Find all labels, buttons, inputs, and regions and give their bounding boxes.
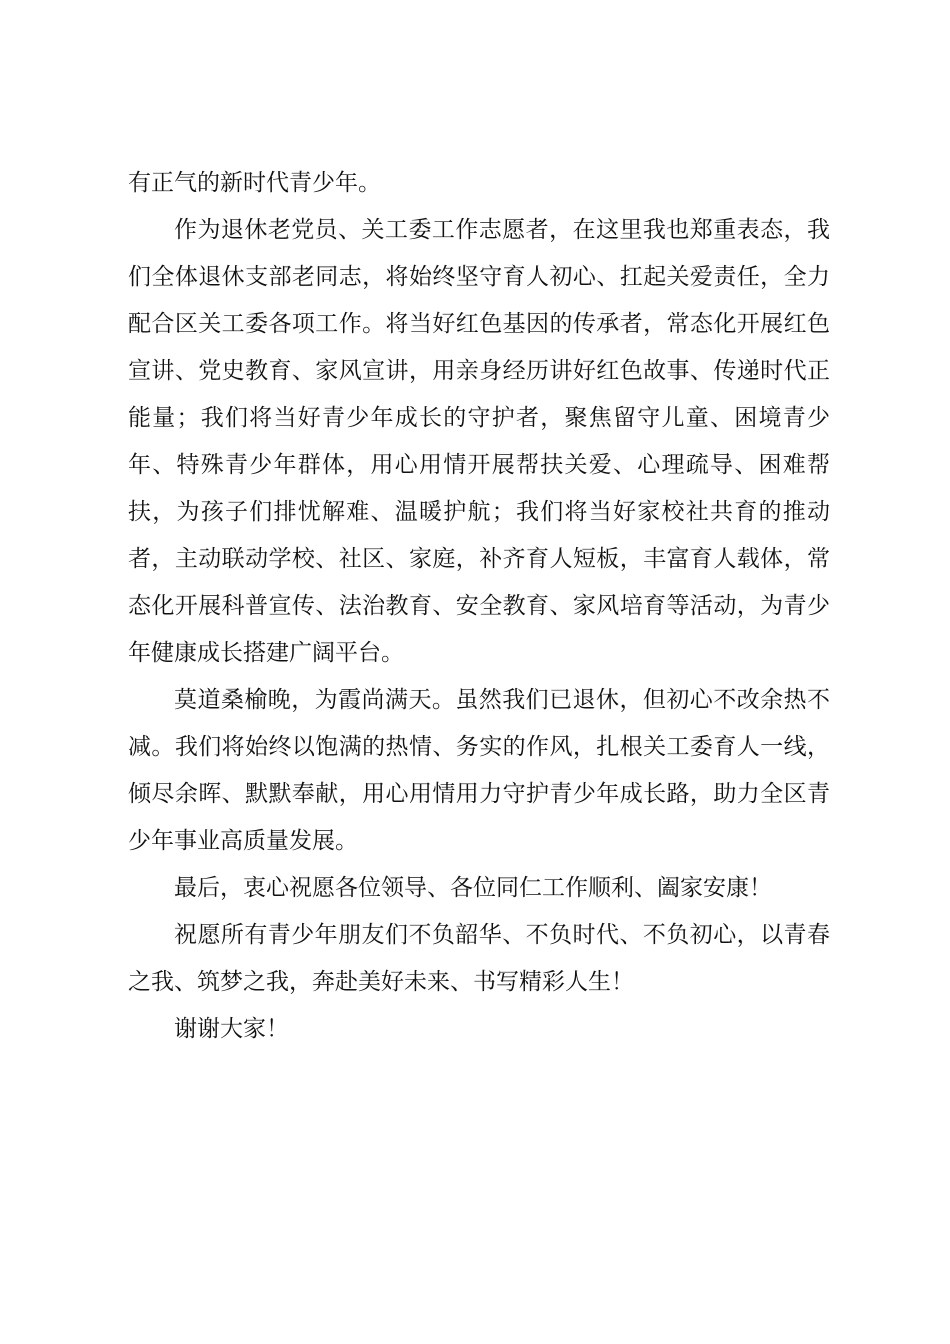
- paragraph-1: 有正气的新时代青少年。: [128, 170, 381, 196]
- paragraph-5: 祝愿所有青少年朋友们不负韶华、不负时代、不负初心，以青春之我、筑梦之我，奔赴美好未来、书写精彩人生！: [128, 922, 830, 995]
- paragraph-2: 作为退休老党员、关工委工作志愿者，在这里我也郑重表态，我们全体退休支部老同志，将始终坚守育人初心、扛起关爱责任，全力配合区关工委各项工作。将当好红色基因的传承者，常态化开展红色宣讲、党史教育、家风宣讲，用亲身经历讲好红色故事、传递时代正能量；我们将当好青少年成长的守护者，聚焦留守儿童、困境青少年、特殊青少年群体，用心用情开展帮扶关爱、心理疏导、困难帮扶，为孩子们排忧解难、温暖护航；我们将当好家校社共育的推动者，主动联动学校、社区、家庭，补齐育人短板，丰富育人载体，常态化开展科普宣传、法治教育、安全教育、家风培育等活动，为青少年健康成长搭建广阔平台。: [128, 217, 830, 666]
- paragraph-6: 谢谢大家！: [174, 1016, 289, 1042]
- document-body: [128, 160, 830, 1053]
- paragraph-4: 最后，衷心祝愿各位领导、各位同仁工作顺利、阖家安康！: [174, 875, 772, 901]
- paragraph-3: 莫道桑榆晚，为霞尚满天。虽然我们已退休，但初心不改余热不减。我们将始终以饱满的热情、务实的作风，扎根关工委育人一线，倾尽余晖、默默奉献，用心用情用力守护青少年成长路，助力全区青少年事业高质量发展。: [128, 687, 830, 854]
